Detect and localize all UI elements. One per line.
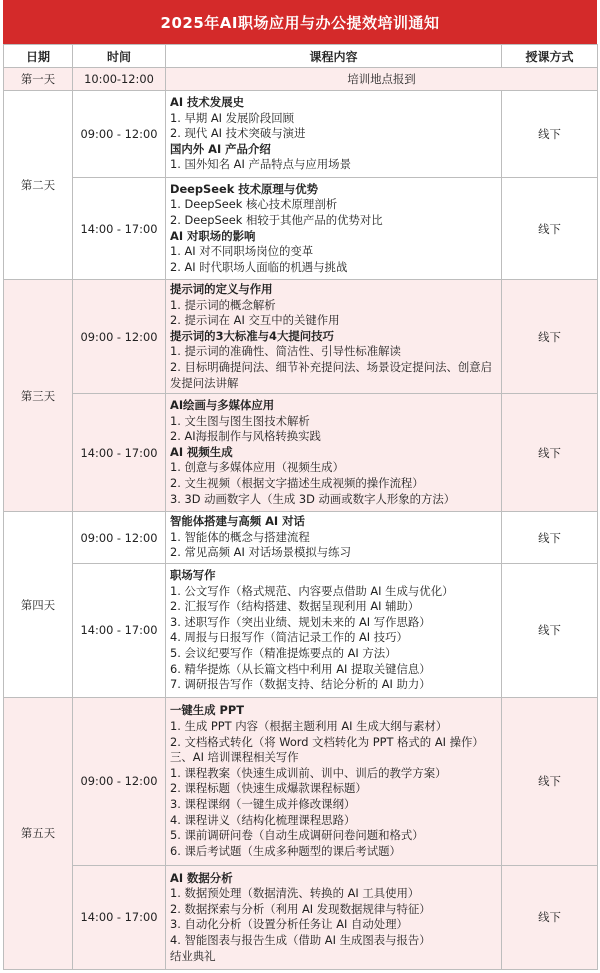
page-title: 2025年AI职场应用与办公提效培训通知 (3, 0, 597, 44)
teaching-mode-cell: 线下 (502, 394, 598, 512)
schedule-table (3, 44, 598, 970)
course-item: 1. AI 对不同职场岗位的变革 (170, 244, 314, 259)
course-item: 1. 创意与多媒体应用（视频生成） (170, 460, 344, 475)
course-item: 2. AI 时代职场人面临的机遇与挑战 (170, 259, 348, 274)
table-row (4, 697, 598, 865)
course-content-cell (166, 91, 502, 178)
course-item: 3. 述职写作（突出业绩、规划未来的 AI 写作思路） (170, 614, 431, 629)
column-header-time: 时间 (73, 45, 166, 68)
course-item: 3. 3D 动画数字人（生成 3D 动画或数字人形象的方法） (170, 491, 456, 506)
time-cell: 09:00 - 12:00 (73, 512, 166, 564)
time-cell: 14:00 - 17:00 (73, 563, 166, 697)
course-item: 2. 常见高频 AI 对话场景模拟与练习 (170, 545, 351, 560)
table-header-row (4, 45, 598, 68)
course-item: 5. 会议纪要写作（精准提炼要点的 AI 方法） (170, 646, 397, 661)
course-topic-title: 提示词的定义与作用 (170, 282, 273, 296)
table-row (4, 91, 598, 178)
schedule-body (4, 68, 598, 970)
table-row (4, 394, 598, 512)
course-topic-title: DeepSeek 技术原理与优势 (170, 181, 318, 196)
day-cell: 第二天 (4, 91, 73, 280)
time-cell: 14:00 - 17:00 (73, 394, 166, 512)
course-item: 1. 提示词的概念解析 (170, 297, 276, 312)
course-topic-title: AI 对职场的影响 (170, 228, 256, 243)
course-topic-title: 一键生成 PPT (170, 703, 244, 718)
course-topic-title: 提示词的3大标准与4大提问技巧 (170, 328, 334, 343)
course-topic-title: 国内外 AI 产品介绍 (170, 141, 271, 156)
course-item: 1. 国外知名 AI 产品特点与应用场景 (170, 157, 351, 172)
day-cell: 第一天 (4, 68, 73, 91)
teaching-mode-cell: 线下 (502, 178, 598, 280)
course-item: 4. 周报与日报写作（简洁记录工作的 AI 技巧） (170, 630, 408, 645)
course-content-cell (166, 865, 502, 969)
course-item: 3. 课程课纲（一键生成并修改课纲） (170, 797, 356, 812)
course-item: 三、AI 培训课程相关写作 (170, 750, 299, 765)
course-item: 1. 生成 PPT 内容（根据主题利用 AI 生成大纲与素材） (170, 719, 448, 734)
course-content-cell (166, 178, 502, 280)
time-cell: 09:00 - 12:00 (73, 697, 166, 865)
time-cell: 14:00 - 17:00 (73, 178, 166, 280)
course-content-cell (166, 563, 502, 697)
course-item: 1. DeepSeek 核心技术原理剖析 (170, 197, 338, 212)
day-cell: 第五天 (4, 697, 73, 969)
course-content-cell (166, 280, 502, 394)
course-item: 2. 提示词在 AI 交互中的关键作用 (170, 313, 340, 328)
course-item: 1. 课程教案（快速生成训前、训中、训后的教学方案） (170, 765, 447, 780)
course-item: 6. 精华提炼（从长篇文档中利用 AI 提取关键信息） (170, 661, 431, 676)
course-item: 3. 自动化分析（设置分析任务让 AI 自动处理） (170, 917, 408, 932)
course-item: 4. 课程讲义（结构化梳理课程思路） (170, 812, 356, 827)
table-row (4, 68, 598, 91)
course-item: 2. 文档格式转化（将 Word 文档转化为 PPT 格式的 AI 操作） (170, 734, 484, 749)
course-item: 1. 公文写作（格式规范、内容要点借助 AI 生成与优化） (170, 583, 454, 598)
course-topic-title: AI 技术发展史 (170, 95, 244, 110)
course-item: 2. 数据探索与分析（利用 AI 发现数据规律与特征） (170, 901, 431, 916)
column-header-date: 日期 (4, 45, 73, 68)
course-topic-title: 智能体搭建与高频 AI 对话 (170, 514, 305, 529)
time-cell: 14:00 - 17:00 (73, 865, 166, 969)
course-item: 结业典礼 (170, 948, 216, 963)
column-header-mode: 授课方式 (502, 45, 598, 68)
table-row (4, 563, 598, 697)
course-item: 1. 提示词的准确性、简洁性、引导性标准解读 (170, 344, 401, 359)
course-topic-title: AI 视频生成 (170, 444, 233, 459)
course-topic-title: AI 数据分析 (170, 870, 233, 885)
course-item: 1. 早期 AI 发展阶段回顾 (170, 110, 295, 125)
teaching-mode-cell: 线下 (502, 865, 598, 969)
course-item: 2. 课程标题（快速生成爆款课程标题） (170, 781, 367, 796)
course-item: 7. 调研报告写作（数据支持、结论分析的 AI 助力） (170, 677, 431, 692)
table-row (4, 280, 598, 394)
teaching-mode-cell: 线下 (502, 280, 598, 394)
teaching-mode-cell: 线下 (502, 563, 598, 697)
column-header-content: 课程内容 (166, 45, 502, 68)
course-item: 2. 现代 AI 技术突破与演进 (170, 126, 306, 141)
time-cell: 09:00 - 12:00 (73, 280, 166, 394)
course-item: 2. AI海报制作与风格转换实践 (170, 429, 321, 444)
day-cell: 第四天 (4, 512, 73, 698)
time-cell: 10:00-12:00 (73, 68, 166, 91)
course-content-cell (166, 697, 502, 865)
table-row (4, 178, 598, 280)
course-item: 2. 目标明确提问法、细节补充提问法、场景设定提问法、创意启发提问法讲解 (170, 359, 493, 390)
course-item: 1. 文生图与图生图技术解析 (170, 413, 310, 428)
day-cell: 第三天 (4, 280, 73, 512)
teaching-mode-cell: 线下 (502, 697, 598, 865)
time-cell: 09:00 - 12:00 (73, 91, 166, 178)
course-topic-title: AI绘画与多媒体应用 (170, 398, 275, 413)
course-content-cell (166, 394, 502, 512)
note-cell: 培训地点报到 (166, 68, 598, 91)
table-row (4, 512, 598, 564)
course-item: 6. 课后考试题（生成多种题型的课后考试题） (170, 843, 401, 858)
teaching-mode-cell: 线下 (502, 512, 598, 564)
course-topic-title: 职场写作 (170, 568, 216, 583)
course-item: 4. 智能图表与报告生成（借助 AI 生成图表与报告） (170, 933, 431, 948)
course-item: 2. 文生视频（根据文字描述生成视频的操作流程） (170, 476, 424, 491)
course-item: 2. 汇报写作（结构搭建、数据呈现利用 AI 辅助） (170, 599, 420, 614)
course-item: 1. 智能体的概念与搭建流程 (170, 529, 310, 544)
course-item: 1. 数据预处理（数据清洗、转换的 AI 工具使用） (170, 886, 420, 901)
teaching-mode-cell: 线下 (502, 91, 598, 178)
course-item: 5. 课前调研问卷（自动生成调研问卷问题和格式） (170, 828, 424, 843)
course-content-cell (166, 512, 502, 564)
schedule-document (3, 0, 597, 970)
course-item: 2. DeepSeek 相较于其他产品的优势对比 (170, 212, 383, 227)
table-row (4, 865, 598, 969)
